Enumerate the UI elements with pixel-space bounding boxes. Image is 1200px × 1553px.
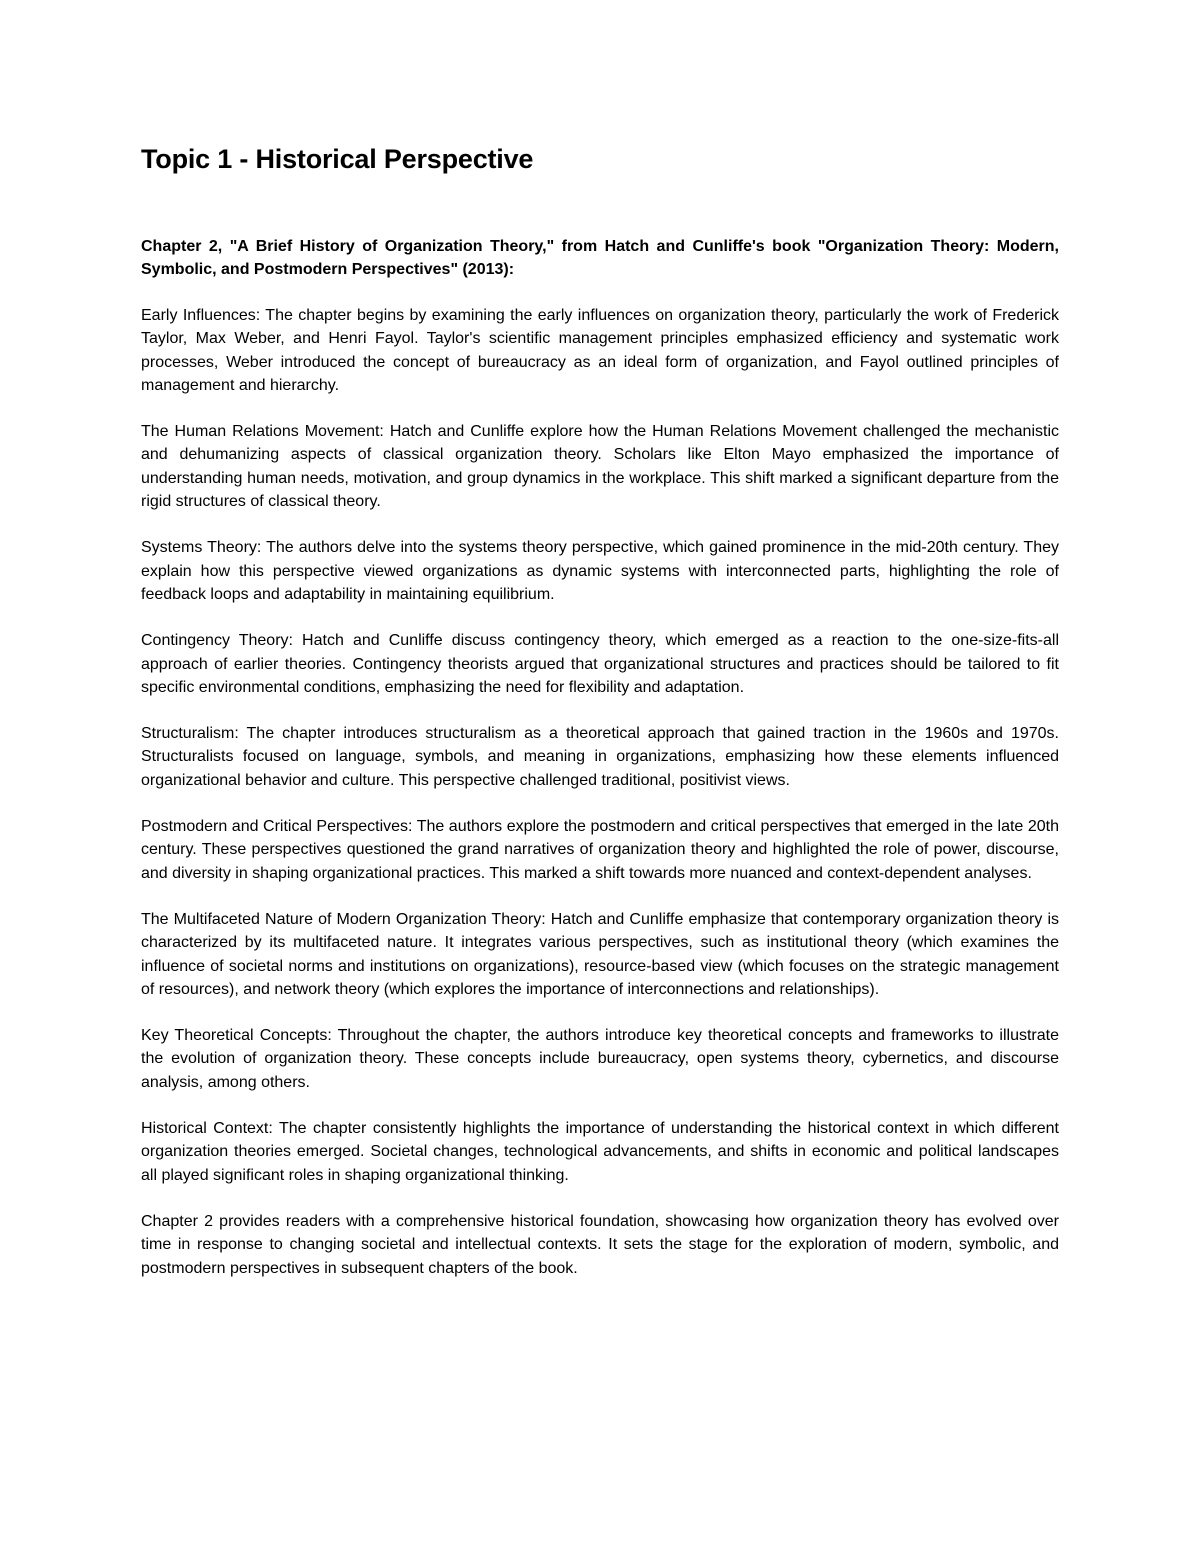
paragraph-key-concepts: Key Theoretical Concepts: Throughout the chapter, the authors introduce key theoretical concepts and frameworks to illustrate the evolution of organization theory. These concepts include bureaucracy, open systems theory, cybernetics, and discourse analysis, among others.: [141, 1027, 1059, 1091]
paragraph-historical-context: Historical Context: The chapter consistently highlights the importance of understanding the historical context in which different organization theories emerged. Societal changes, technological advancements, and shifts in economic and political landscapes all played significant roles in shaping organizational thinking.: [141, 1120, 1059, 1184]
chapter-heading: Chapter 2, "A Brief History of Organization Theory," from Hatch and Cunliffe's book "Organization Theory: Modern, Symbolic, and Postmodern Perspectives" (2013):: [141, 238, 1059, 278]
paragraph-conclusion: Chapter 2 provides readers with a comprehensive historical foundation, showcasing how organization theory has evolved over time in response to changing societal and intellectual contexts. It sets the stage for the exploration of modern, symbolic, and postmodern perspectives in subsequent chapters of the book.: [141, 1212, 1059, 1277]
paragraph-systems-theory: Systems Theory: The authors delve into the systems theory perspective, which gained prominence in the mid-20th century. They explain how this perspective viewed organizations as dynamic systems with interconnected parts, highlighting the role of feedback loops and adaptability in maintaining equilibrium.: [141, 539, 1059, 603]
paragraph-human-relations: The Human Relations Movement: Hatch and Cunliffe explore how the Human Relations Movement challenged the mechanistic and dehumanizing aspects of classical organization theory. Scholars like Elton Mayo emphasized the importance of understanding human needs, motivation, and group dynamics in the workplace. This shift marked a significant departure from the rigid structures of classical theory.: [141, 423, 1059, 511]
paragraph-contingency-theory: Contingency Theory: Hatch and Cunliffe discuss contingency theory, which emerged as a reaction to the one-size-fits-all approach of earlier theories. Contingency theorists argued that organizational structures and practices should be tailored to fit specific environmental conditions, emphasizing the need for flexibility and adaptation.: [141, 632, 1059, 696]
page-title: Topic 1 - Historical Perspective: [141, 144, 534, 174]
paragraph-structuralism: Structuralism: The chapter introduces structuralism as a theoretical approach that gained traction in the 1960s and 1970s. Structuralists focused on language, symbols, and meaning in organizations, emphasizing how these elements influenced organizational behavior and culture. This perspective challenged traditional, positivist views.: [141, 725, 1059, 789]
paragraph-postmodern-critical: Postmodern and Critical Perspectives: The authors explore the postmodern and critical perspectives that emerged in the late 20th century. These perspectives questioned the grand narratives of organization theory and highlighted the role of power, discourse, and diversity in shaping organizational practices. This marked a shift towards more nuanced and context-dependent analyses.: [141, 818, 1059, 882]
paragraph-early-influences: Early Influences: The chapter begins by examining the early influences on organization theory, particularly the work of Frederick Taylor, Max Weber, and Henri Fayol. Taylor's scientific management principles emphasized efficiency and systematic work processes, Weber introduced the concept of bureaucracy as an ideal form of organization, and Fayol outlined principles of management and hierarchy.: [141, 307, 1059, 394]
document-page: [141, 138, 1059, 1280]
paragraph-multifaceted-nature: The Multifaceted Nature of Modern Organization Theory: Hatch and Cunliffe emphasize that contemporary organization theory is characterized by its multifaceted nature. It integrates various perspectives, such as institutional theory (which examines the influence of societal norms and institutions on organizations), resource-based view (which focuses on the strategic management of resources), and network theory (which explores the importance of interconnections and relationships).: [141, 910, 1059, 998]
